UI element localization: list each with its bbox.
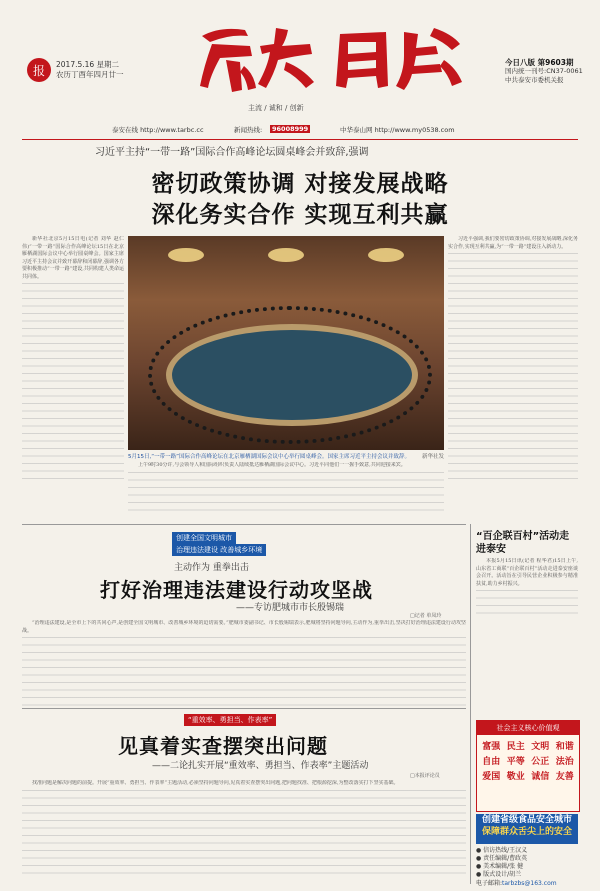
banner-line2: 保障群众舌尖上的安全 xyxy=(481,827,572,837)
value-item: 敬业 xyxy=(506,772,525,782)
slogan: 主流 / 诚和 / 创新 xyxy=(248,104,304,112)
email-address[interactable]: tarbzbs@163.com xyxy=(502,880,557,887)
contact-line: ● 信访热线/王汉义 xyxy=(476,847,528,854)
text-filler xyxy=(22,790,466,878)
value-item: 法治 xyxy=(555,757,574,767)
lead-paragraph: 习近平强调,我们要密切政策协调,对接发展战略,深化务实合作,实现互利共赢,为“一带一路”建设注入新动力。 xyxy=(448,236,578,250)
section-divider xyxy=(22,708,466,709)
value-item: 公正 xyxy=(531,757,550,767)
core-values-title: 社会主义核心价值观 xyxy=(477,721,579,735)
site-link-my0538[interactable]: 中华泰山网 http://www.my0538.com xyxy=(340,126,455,134)
email-line xyxy=(476,880,578,888)
date-line: 2017.5.16 星期二 xyxy=(56,60,120,69)
campaign-tag: 创建全国文明城市 xyxy=(172,532,236,544)
newspaper-logo xyxy=(190,16,470,96)
contact-line: ● 责任编辑/曹政英 xyxy=(476,855,528,862)
editor-contacts xyxy=(476,847,578,879)
story2-author: □记者 单凤玲 xyxy=(410,613,442,619)
text-filler xyxy=(22,283,124,483)
newspaper-seal-icon: 报 xyxy=(27,58,51,82)
chandelier-icon xyxy=(268,248,304,262)
calligraphy-logo-icon xyxy=(190,16,470,96)
lead-kicker: 习近平主持“一带一路”国际合作高峰论坛圆桌峰会并致辞,强调 xyxy=(95,147,369,158)
photo-caption xyxy=(128,452,444,460)
hotline-number: 96008999 xyxy=(272,125,309,133)
core-values-box xyxy=(476,720,580,812)
value-item: 诚信 xyxy=(531,772,550,782)
round-table xyxy=(166,324,418,426)
side-paragraph: 本报5月15日讯(记者 程华君)15日上午,山东省工商联“百企联百村”活动走进泰安座谈会召开。活动旨在引导民营企业积极参与精准扶贫,助力乡村振兴。 xyxy=(476,558,578,587)
banner-line1: 创建省级食品安全城市 xyxy=(481,815,572,825)
story2-subhead: 主动作为 重拳出击 xyxy=(174,563,249,573)
section-divider xyxy=(22,524,466,525)
story2-paragraph: “治理违法建设,是全市上下的共同心声,是创建全国文明城市、改善城乡环境的迫切需要。”肥城市委副书记、市长殷锡瑞表示,肥城将坚持问题导向,主动作为,重拳出击,坚决打好治理违法建设行动攻坚战。 xyxy=(22,620,466,634)
story2-headline: 打好治理违法建设行动攻坚战 xyxy=(100,578,373,602)
column-divider xyxy=(470,524,471,884)
text-filler xyxy=(476,590,578,614)
issue-info xyxy=(505,58,595,85)
food-safety-banner xyxy=(476,814,578,844)
contact-line: ● 美术编辑/张 健 xyxy=(476,863,524,870)
chandelier-icon xyxy=(168,248,204,262)
story3-body xyxy=(22,780,466,884)
story3-byline: ——二论扎实开展“重效率、勇担当、作表率”主题活动 xyxy=(152,761,369,771)
value-item: 文明 xyxy=(531,742,550,752)
lead-paragraph: 上午9时30分许,与会领导人和国际组织负责人陆续抵达雁栖湖国际会议中心。习近平同他们一一握手致意,共同迎接来宾。 xyxy=(138,462,406,468)
chandelier-icon xyxy=(368,248,404,262)
publisher: 中共泰安市委机关报 xyxy=(505,76,564,84)
story3-headline: 见真着实查摆突出问题 xyxy=(118,734,328,758)
lead-paragraph: 新华社北京5月15日电(记者 刘华 赵仁伟)“一带一路”国际合作高峰论坛15日在北京雁栖湖国际会议中心举行圆桌峰会。国家主席习近平主持会议并致开幕辞和闭幕辞,强调各方要积极推动“一带一路”建设,共同构建人类命运共同体。 xyxy=(22,236,124,280)
lunar-date-line: 农历丁酉年四月廿一 xyxy=(56,70,124,79)
masthead-rule xyxy=(22,139,578,140)
story2-body xyxy=(22,620,466,706)
contact-line: ● 版式设计/胡兰 xyxy=(476,871,522,878)
lead-body-right xyxy=(448,236,578,516)
value-item: 平等 xyxy=(506,757,525,767)
issue-number: 今日八版 第9603期 xyxy=(505,58,574,67)
value-item: 民主 xyxy=(506,742,525,752)
site-link-tarbc[interactable]: 泰安在线 http://www.tarbc.cc xyxy=(112,126,204,134)
story3-author: □本报评论员 xyxy=(410,773,440,779)
text-filler xyxy=(128,472,444,512)
email-label: 电子邮箱: xyxy=(476,880,503,887)
story3-paragraph: 找准问题是解决问题的前提。开展“重效率、勇担当、作表率”主题活动,必须坚持问题导向,见真着实查摆突出问题,把问题找准、把根源挖深,为整改落实打下坚实基础。 xyxy=(32,780,399,786)
hotline-label: 新闻热线: xyxy=(234,126,263,134)
lead-headline-line2: 深化务实合作 实现互利共赢 xyxy=(151,202,449,228)
value-item: 自由 xyxy=(482,757,501,767)
site-bar xyxy=(22,124,578,138)
core-values-grid xyxy=(477,735,579,786)
issue-date xyxy=(56,60,146,80)
text-filler xyxy=(448,253,578,483)
theme-tag: “重效率、勇担当、作表率” xyxy=(184,714,276,726)
issn: 国内统一刊号:CN37-0061 xyxy=(505,67,583,75)
text-filler xyxy=(22,637,466,706)
lead-body-mid xyxy=(128,462,444,518)
campaign-tag-sub: 治理违法建设 改善城乡环境 xyxy=(172,544,266,556)
photo-credit: 新华社发 xyxy=(421,454,444,460)
caption-text: 5月15日,“一带一路”国际合作高峰论坛在北京雁栖湖国际会议中心举行圆桌峰会。国家主席习近平主持会议并致辞。 xyxy=(128,454,410,460)
side-body xyxy=(476,558,578,618)
masthead xyxy=(0,0,600,120)
lead-body-left xyxy=(22,236,124,516)
story2-byline: ——专访肥城市市长殷锡瑞 xyxy=(236,603,345,613)
summit-photo xyxy=(128,236,444,450)
value-item: 富强 xyxy=(482,742,501,752)
value-item: 和谐 xyxy=(555,742,574,752)
side-headline: “百企联百村”活动走进泰安 xyxy=(476,531,570,555)
lead-headline-line1: 密切政策协调 对接发展战略 xyxy=(151,171,449,197)
value-item: 爱国 xyxy=(482,772,501,782)
value-item: 友善 xyxy=(555,772,574,782)
